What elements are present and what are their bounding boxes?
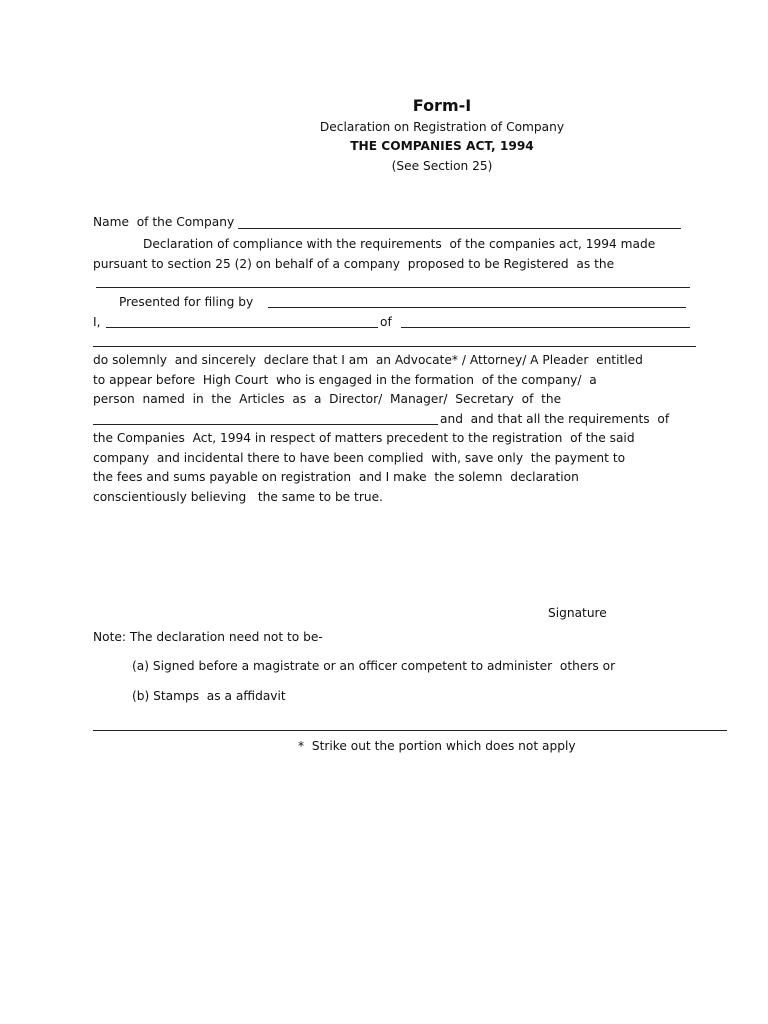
company-name-blank-2 xyxy=(93,424,438,425)
presented-by-label: Presented for filing by xyxy=(119,295,254,309)
i-label: I, xyxy=(93,315,101,329)
address-continuation-blank xyxy=(93,346,696,347)
paragraph-line: the fees and sums payable on registration and I make the solemn declaration xyxy=(93,470,579,484)
paragraph-line: the Companies Act, 1994 in respect of matters precedent to the registration of the said xyxy=(93,431,635,445)
footnote-divider xyxy=(93,730,727,731)
note-heading: Note: The declaration need not to be- xyxy=(93,630,323,644)
declarant-name-blank xyxy=(106,327,378,328)
section-reference: (See Section 25) xyxy=(391,159,493,173)
company-name-label: Name of the Company xyxy=(93,215,235,229)
declaration-line-2: pursuant to section 25 (2) on behalf of a company proposed to be Registered as the xyxy=(93,257,615,271)
act-title: THE COMPANIES ACT, 1994 xyxy=(350,139,534,153)
paragraph-line: do solemnly and sincerely declare that I am an Advocate* / Attorney/ A Pleader entitled xyxy=(93,353,643,367)
paragraph-line: to appear before High Court who is engaged in the formation of the company/ a xyxy=(93,373,597,387)
of-label: of xyxy=(380,315,392,329)
declarant-address-blank xyxy=(401,327,690,328)
signature-label: Signature xyxy=(548,606,607,620)
note-item-b: (b) Stamps as a affidavit xyxy=(132,689,286,703)
company-name-blank xyxy=(238,228,681,229)
paragraph-line: company and incidental there to have been complied with, save only the payment to xyxy=(93,451,626,465)
form-subtitle: Declaration on Registration of Company xyxy=(319,120,565,134)
form-title: Form-I xyxy=(412,96,472,115)
footnote: * Strike out the portion which does not apply xyxy=(298,739,576,753)
paragraph-line: person named in the Articles as a Director/ Manager/ Secretary of the xyxy=(93,392,562,406)
presented-by-blank xyxy=(268,307,686,308)
company-blank-line xyxy=(96,287,690,288)
paragraph-line: conscientiously believing the same to be true. xyxy=(93,490,383,504)
declaration-line-1: Declaration of compliance with the requirements of the companies act, 1994 made xyxy=(143,237,656,251)
paragraph-line: and and that all the requirements of xyxy=(440,412,670,426)
note-item-a: (a) Signed before a magistrate or an officer competent to administer others or xyxy=(132,659,616,673)
